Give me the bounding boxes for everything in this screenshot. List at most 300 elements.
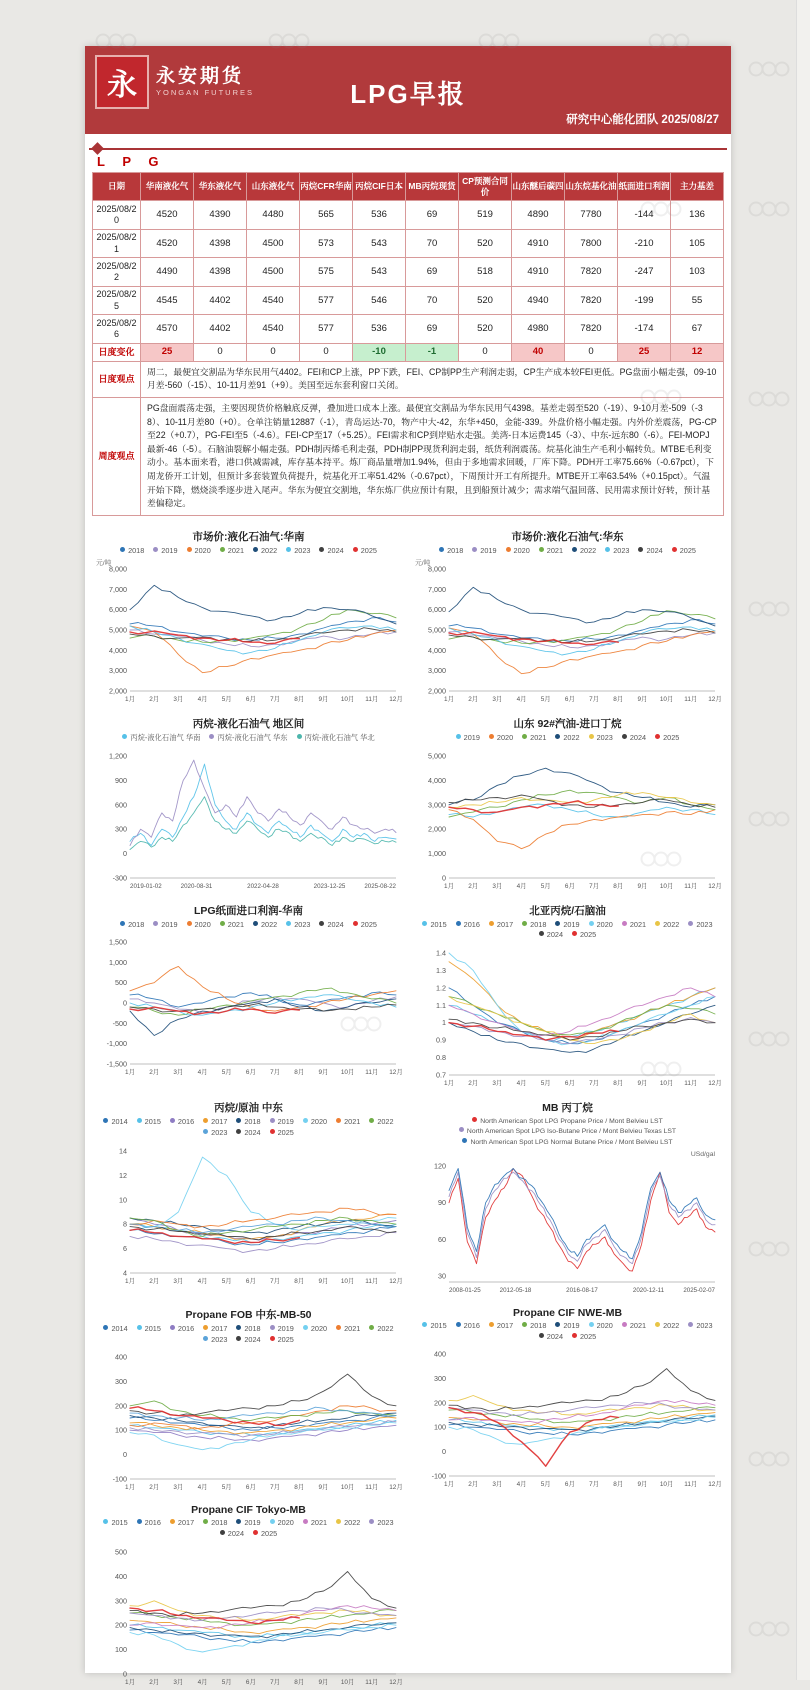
date-cell: 2025/08/22 [93,258,141,287]
chart-plot [94,1540,404,1690]
legend-dot-icon [236,1325,241,1330]
charts-grid [85,516,731,1690]
svg-text:2月: 2月 [148,695,159,703]
legend-dot-icon [220,547,225,552]
value-cell: 4520 [141,229,194,258]
chart-block [91,1497,406,1690]
chart-title: 丙烷-液化石油气 地区间 [192,717,305,730]
svg-text:8月: 8月 [293,1484,304,1492]
svg-text:200: 200 [433,1398,446,1408]
svg-text:8: 8 [122,1219,127,1229]
svg-text:10月: 10月 [340,1679,354,1687]
table-row [93,201,724,230]
value-cell: 543 [353,258,406,287]
svg-text:5,000: 5,000 [427,751,446,761]
value-cell: 565 [300,201,353,230]
date-cell: 2025/08/20 [93,201,141,230]
svg-text:4月: 4月 [516,1080,527,1088]
value-cell: 69 [406,258,459,287]
legend-dot-icon [589,1322,594,1327]
legend-dot-icon [203,1129,208,1134]
chart-block [91,709,406,894]
legend-dot-icon [688,1322,693,1327]
section-label-lpg: L P G [97,154,166,169]
value-cell: 4390 [194,201,247,230]
svg-text:4: 4 [122,1268,127,1278]
svg-text:2012-05-18: 2012-05-18 [499,1286,531,1294]
svg-text:8月: 8月 [612,1481,623,1489]
legend-item: 2025 [672,546,696,556]
note-label: 周度观点 [93,397,141,515]
svg-text:5月: 5月 [221,1484,232,1492]
legend-item: North American Spot LPG Propane Price / Mont Belvieu LST [472,1117,662,1126]
svg-text:2019-01-02: 2019-01-02 [129,882,162,890]
legend-item: 2019 [270,1117,294,1127]
legend-item: 2025 [270,1335,294,1345]
svg-text:1.3: 1.3 [435,966,446,976]
svg-text:2025-02-07: 2025-02-07 [682,1286,715,1294]
legend-dot-icon [489,734,494,739]
table-row [93,229,724,258]
value-cell: 4500 [247,258,300,287]
svg-text:0: 0 [122,848,127,858]
report-page [85,46,731,1687]
series-line [449,1408,618,1467]
change-value-cell: 40 [512,343,565,361]
svg-text:8,000: 8,000 [427,564,446,574]
svg-text:6月: 6月 [245,1069,256,1077]
series-line [130,999,396,1036]
chart-legend [410,546,725,556]
legend-item: 2023 [369,1518,393,1528]
svg-text:3月: 3月 [172,1277,183,1285]
value-cell: 519 [459,201,512,230]
legend-dot-icon [170,1325,175,1330]
svg-text:1月: 1月 [443,695,454,703]
svg-text:USd/gal: USd/gal [690,1150,715,1158]
svg-text:4月: 4月 [197,1484,208,1492]
legend-dot-icon [369,1325,374,1330]
value-cell: 69 [406,315,459,344]
svg-text:11月: 11月 [364,1484,378,1492]
legend-dot-icon [319,547,324,552]
legend-dot-icon [236,1129,241,1134]
chart-plot [413,941,723,1091]
column-header: 山东液化气 [247,173,300,201]
value-cell: 103 [671,258,724,287]
legend-item: 2023 [688,1321,712,1331]
brand-name-cn: 永安期货 [156,66,245,88]
legend-dot-icon [456,734,461,739]
svg-text:900: 900 [114,775,127,785]
svg-text:7月: 7月 [588,1080,599,1088]
legend-item: 2025 [270,1128,294,1138]
legend-dot-icon [605,547,610,552]
legend-item: 2021 [336,1117,360,1127]
legend-dot-icon [539,547,544,552]
value-cell: 7820 [565,286,618,315]
svg-text:6月: 6月 [245,1679,256,1687]
chart-block [91,896,406,1092]
yongan-logo-icon: 永 [95,55,149,109]
value-cell: 4940 [512,286,565,315]
change-value-cell: 12 [671,343,724,361]
legend-item: 2015 [422,1321,446,1331]
svg-text:10月: 10月 [659,695,673,703]
series-line [130,967,396,1012]
svg-text:10月: 10月 [659,882,673,890]
legend-item: 2016 [137,1518,161,1528]
svg-text:9月: 9月 [636,695,647,703]
legend-item: 丙烷-液化石油气 华南 [122,733,200,743]
daily-change-label: 日度变化 [93,343,141,361]
legend-item: 2015 [103,1518,127,1528]
legend-dot-icon [122,734,127,739]
series-line [449,1369,715,1411]
legend-item: 2021 [539,546,563,556]
value-cell: 7820 [565,315,618,344]
svg-text:8月: 8月 [293,1277,304,1285]
legend-item: 2017 [170,1518,194,1528]
svg-text:-1,000: -1,000 [106,1039,127,1049]
watermark-chain-icon [748,600,792,618]
chart-block [91,522,406,707]
legend-dot-icon [286,921,291,926]
change-value-cell: 25 [141,343,194,361]
legend-dot-icon [422,1322,427,1327]
svg-text:8月: 8月 [293,695,304,703]
svg-text:2022-04-28: 2022-04-28 [246,882,279,890]
chart-legend [410,1321,725,1342]
chart-title: 丙烷/原油 中东 [214,1102,283,1115]
svg-text:3月: 3月 [172,1069,183,1077]
legend-item: 2018 [120,920,144,930]
svg-text:12月: 12月 [707,882,722,890]
legend-item: 2018 [236,1117,260,1127]
value-cell: 536 [353,315,406,344]
value-cell: 4980 [512,315,565,344]
svg-text:300: 300 [114,1596,127,1606]
svg-text:400: 400 [114,1352,127,1362]
svg-text:5月: 5月 [221,1679,232,1687]
chart-title: Propane CIF NWE-MB [512,1306,623,1319]
legend-item: 2021 [336,1324,360,1334]
chart-legend [91,920,406,930]
legend-item: 2022 [369,1117,393,1127]
value-cell: 4500 [247,229,300,258]
value-cell: 520 [459,229,512,258]
legend-item: 丙烷-液化石油气 华东 [209,733,287,743]
svg-text:11月: 11月 [364,695,378,703]
value-cell: 69 [406,201,459,230]
legend-dot-icon [672,547,677,552]
legend-item: 2024 [638,546,662,556]
svg-text:500: 500 [114,1547,127,1557]
watermark-chain-icon [748,1450,792,1468]
svg-text:7,000: 7,000 [427,584,446,594]
chart-plot [413,1148,723,1298]
chart-plot [94,557,404,707]
legend-item: 2018 [203,1518,227,1528]
series-line [130,1624,396,1652]
column-header: 山东烷基化油 [565,173,618,201]
svg-text:1月: 1月 [124,1484,135,1492]
legend-dot-icon [203,1325,208,1330]
svg-text:3,000: 3,000 [427,665,446,675]
svg-text:0.9: 0.9 [435,1035,446,1045]
value-cell: 4890 [512,201,565,230]
watermark-chain-icon [748,1240,792,1258]
column-header: MB丙烷现货 [406,173,459,201]
svg-text:5月: 5月 [221,1277,232,1285]
lpg-data-table [92,172,724,516]
svg-text:12月: 12月 [388,1679,403,1687]
legend-dot-icon [303,1519,308,1524]
svg-text:3,000: 3,000 [427,799,446,809]
legend-dot-icon [137,1118,142,1123]
legend-item: 2023 [286,546,310,556]
svg-text:2020-08-31: 2020-08-31 [180,882,212,890]
series-line [130,1218,396,1233]
legend-item: 2020 [303,1117,327,1127]
change-value-cell: 0 [194,343,247,361]
legend-dot-icon [236,1519,241,1524]
watermark-chain-icon [748,60,792,78]
svg-text:600: 600 [114,799,127,809]
legend-item: 2023 [203,1335,227,1345]
legend-dot-icon [203,1118,208,1123]
legend-item: 2022 [369,1324,393,1334]
svg-text:7月: 7月 [588,695,599,703]
watermark-chain-icon [748,1620,792,1638]
series-line [449,1168,715,1271]
chart-title: Propane FOB 中东-MB-50 [185,1308,312,1321]
legend-item: 2021 [303,1518,327,1528]
svg-text:1: 1 [441,1018,446,1028]
legend-item: 2019 [153,920,177,930]
svg-text:10月: 10月 [340,695,354,703]
column-header: 纸面进口利润 [618,173,671,201]
change-value-cell: 25 [618,343,671,361]
svg-text:4,000: 4,000 [108,645,127,655]
chart-title: 山东 92#汽油-进口丁烷 [513,717,622,730]
svg-text:0: 0 [122,1669,127,1679]
legend-dot-icon [220,1530,225,1535]
legend-dot-icon [137,1519,142,1524]
svg-text:7月: 7月 [588,1481,599,1489]
svg-text:1,200: 1,200 [108,751,127,761]
svg-text:9月: 9月 [317,695,328,703]
chart-title: 市场价:液化石油气:华东 [511,530,624,543]
svg-text:-500: -500 [112,1019,127,1029]
legend-item: 2020 [187,546,211,556]
svg-text:6月: 6月 [564,695,575,703]
chart-plot [94,744,404,894]
svg-text:11月: 11月 [364,1069,378,1077]
svg-text:7月: 7月 [269,695,280,703]
legend-item: 2016 [456,920,480,930]
report-title: LPG早报 [350,79,466,109]
report-header [85,46,731,134]
legend-dot-icon [297,734,302,739]
legend-dot-icon [336,1118,341,1123]
legend-item: 2016 [170,1324,194,1334]
series-line [449,619,715,642]
legend-item: 2017 [203,1324,227,1334]
legend-dot-icon [522,921,527,926]
svg-text:1月: 1月 [124,695,135,703]
legend-dot-icon [655,921,660,926]
series-line [130,609,396,642]
svg-text:3月: 3月 [491,882,502,890]
svg-text:10月: 10月 [340,1277,354,1285]
legend-item: 2020 [589,1321,613,1331]
svg-text:30: 30 [437,1271,446,1281]
legend-dot-icon [170,1118,175,1123]
legend-item: 2020 [489,733,513,743]
chart-legend [410,1117,725,1147]
legend-dot-icon [472,1117,477,1122]
note-text: PG盘面震荡走强，主要因现货价格触底反弹，叠加进口成本上涨。最便宜交割品为华东民用气4398。基差走弱至520（-19）、9-10月差-509（-38）、10-11月差80（+0）。仓单注销量12887（-1），青岛运达-70，物产中大-42，东华+450，金能-339。外盘价格小幅走强。内外价差震荡，PG-CP至22（+0.7），PG-FEI至5（-4.6）。FEI-CP至17（+5.25）。FEI需求和CP到岸贴水走强。美湾-日本运费145（-3）、中东-远东80（-6）。FEI-MOPJ最新-46（-5）。石脑油裂解小幅走强。PDH制丙烯毛利走强，PDH制PP现货利润走弱，纸货利润震荡。烷基化油生产毛利小幅转负。MTBE毛利变动小。基本面来看，港口供减需减，库存基本持平。炼厂商品量增加1.94%，但由于多地需求回暖，厂库下降。PDH开工率75.66%（-0.67pct），下周龙侨开工计划，但预计多套装置负荷提升，烷基化开工率51.42%（-0.67pct），下周预计开工有所提升。MTBE开工率63.54%（+0.15pct）。气温开始下降，燃烧淡季逐步进入尾声。华东为便宜交割地，华东炼厂供应预计有限，且到船预计减少；需求端气温回落、民用需求预计好转，预计基差偏稳定。 [141,397,724,515]
svg-text:1月: 1月 [443,1080,454,1088]
legend-item: 2015 [137,1324,161,1334]
svg-text:4,000: 4,000 [427,645,446,655]
legend-dot-icon [153,921,158,926]
svg-text:11月: 11月 [364,1679,378,1687]
legend-item: 2023 [688,920,712,930]
legend-dot-icon [555,1322,560,1327]
legend-dot-icon [253,1530,258,1535]
legend-dot-icon [303,1118,308,1123]
svg-text:-1,500: -1,500 [106,1059,127,1069]
legend-item: 2015 [137,1117,161,1127]
svg-text:6,000: 6,000 [427,604,446,614]
value-cell: 4480 [247,201,300,230]
svg-text:9月: 9月 [317,1679,328,1687]
watermark-chain-icon [748,390,792,408]
value-cell: 4540 [247,286,300,315]
value-cell: 4398 [194,229,247,258]
chart-legend [91,1518,406,1539]
svg-text:8月: 8月 [293,1069,304,1077]
svg-text:元/吨: 元/吨 [95,559,111,567]
change-value-cell: -10 [353,343,406,361]
legend-dot-icon [203,1519,208,1524]
legend-item: 2024 [539,930,563,940]
chart-plot [413,744,723,894]
chart-block [410,522,725,707]
svg-text:1月: 1月 [124,1277,135,1285]
chart-block [410,1300,725,1496]
change-value-cell: 0 [247,343,300,361]
daily-change-row [93,343,724,361]
note-text: 周二，最便宜交割品为华东民用气4402。FEI和CP上涨，PP下跌，FEI、CP制PP生产利润走弱，CP生产成本较FEI更低。PG盘面小幅走强，09-10月差-560（-15）、10-11月差91（+9）。美国至远东套利窗口关闭。 [141,361,724,397]
svg-text:2月: 2月 [467,1481,478,1489]
svg-text:120: 120 [433,1161,446,1171]
chart-block [410,1093,725,1298]
legend-dot-icon [253,547,258,552]
svg-text:8月: 8月 [612,695,623,703]
value-cell: 4545 [141,286,194,315]
svg-text:3月: 3月 [172,1484,183,1492]
svg-text:200: 200 [114,1401,127,1411]
value-cell: 575 [300,258,353,287]
svg-text:6月: 6月 [564,882,575,890]
svg-text:2月: 2月 [148,1069,159,1077]
svg-text:1,000: 1,000 [108,958,127,968]
svg-text:0.7: 0.7 [435,1070,446,1080]
svg-text:3,000: 3,000 [108,665,127,675]
change-value-cell: 0 [459,343,512,361]
legend-item: 2021 [622,920,646,930]
svg-text:4月: 4月 [197,1277,208,1285]
svg-text:2020-12-11: 2020-12-11 [632,1286,664,1294]
chart-title: 市场价:液化石油气:华南 [192,530,305,543]
chart-plot [413,557,723,707]
svg-text:5月: 5月 [221,695,232,703]
legend-dot-icon [439,547,444,552]
legend-dot-icon [489,921,494,926]
svg-text:7月: 7月 [269,1484,280,1492]
legend-dot-icon [622,921,627,926]
svg-text:100: 100 [114,1426,127,1436]
svg-text:9月: 9月 [636,882,647,890]
svg-text:1月: 1月 [124,1679,135,1687]
legend-item: 2018 [236,1324,260,1334]
column-header: 华东液化气 [194,173,247,201]
legend-item: 2023 [589,733,613,743]
legend-item: 2018 [522,920,546,930]
svg-text:100: 100 [433,1423,446,1433]
svg-text:6月: 6月 [245,1277,256,1285]
svg-text:3月: 3月 [491,1481,502,1489]
value-cell: -247 [618,258,671,287]
legend-dot-icon [472,547,477,552]
svg-text:10月: 10月 [340,1484,354,1492]
svg-text:12: 12 [118,1170,127,1180]
legend-item: 2022 [253,546,277,556]
legend-dot-icon [153,547,158,552]
value-cell: 4490 [141,258,194,287]
legend-item: 2016 [170,1117,194,1127]
svg-text:2,000: 2,000 [427,824,446,834]
svg-text:1.4: 1.4 [435,948,446,958]
svg-text:10月: 10月 [659,1481,673,1489]
value-cell: 577 [300,286,353,315]
chart-block [410,709,725,894]
legend-item: 2022 [253,920,277,930]
value-cell: 4910 [512,258,565,287]
svg-text:14: 14 [118,1146,127,1156]
svg-text:8月: 8月 [293,1679,304,1687]
legend-item: 丙烷-液化石油气 华北 [297,733,375,743]
legend-dot-icon [187,921,192,926]
value-cell: 4910 [512,229,565,258]
legend-item: 2025 [253,1529,277,1539]
chart-block [91,1093,406,1298]
legend-dot-icon [303,1325,308,1330]
legend-item: 2017 [489,920,513,930]
legend-item: 2023 [286,920,310,930]
column-header: 山东醚后碳四 [512,173,565,201]
svg-text:4,000: 4,000 [427,775,446,785]
series-line [449,792,715,808]
svg-text:1月: 1月 [443,882,454,890]
legend-dot-icon [688,921,693,926]
svg-text:9月: 9月 [317,1069,328,1077]
series-line [449,1396,715,1416]
column-header: 日期 [93,173,141,201]
